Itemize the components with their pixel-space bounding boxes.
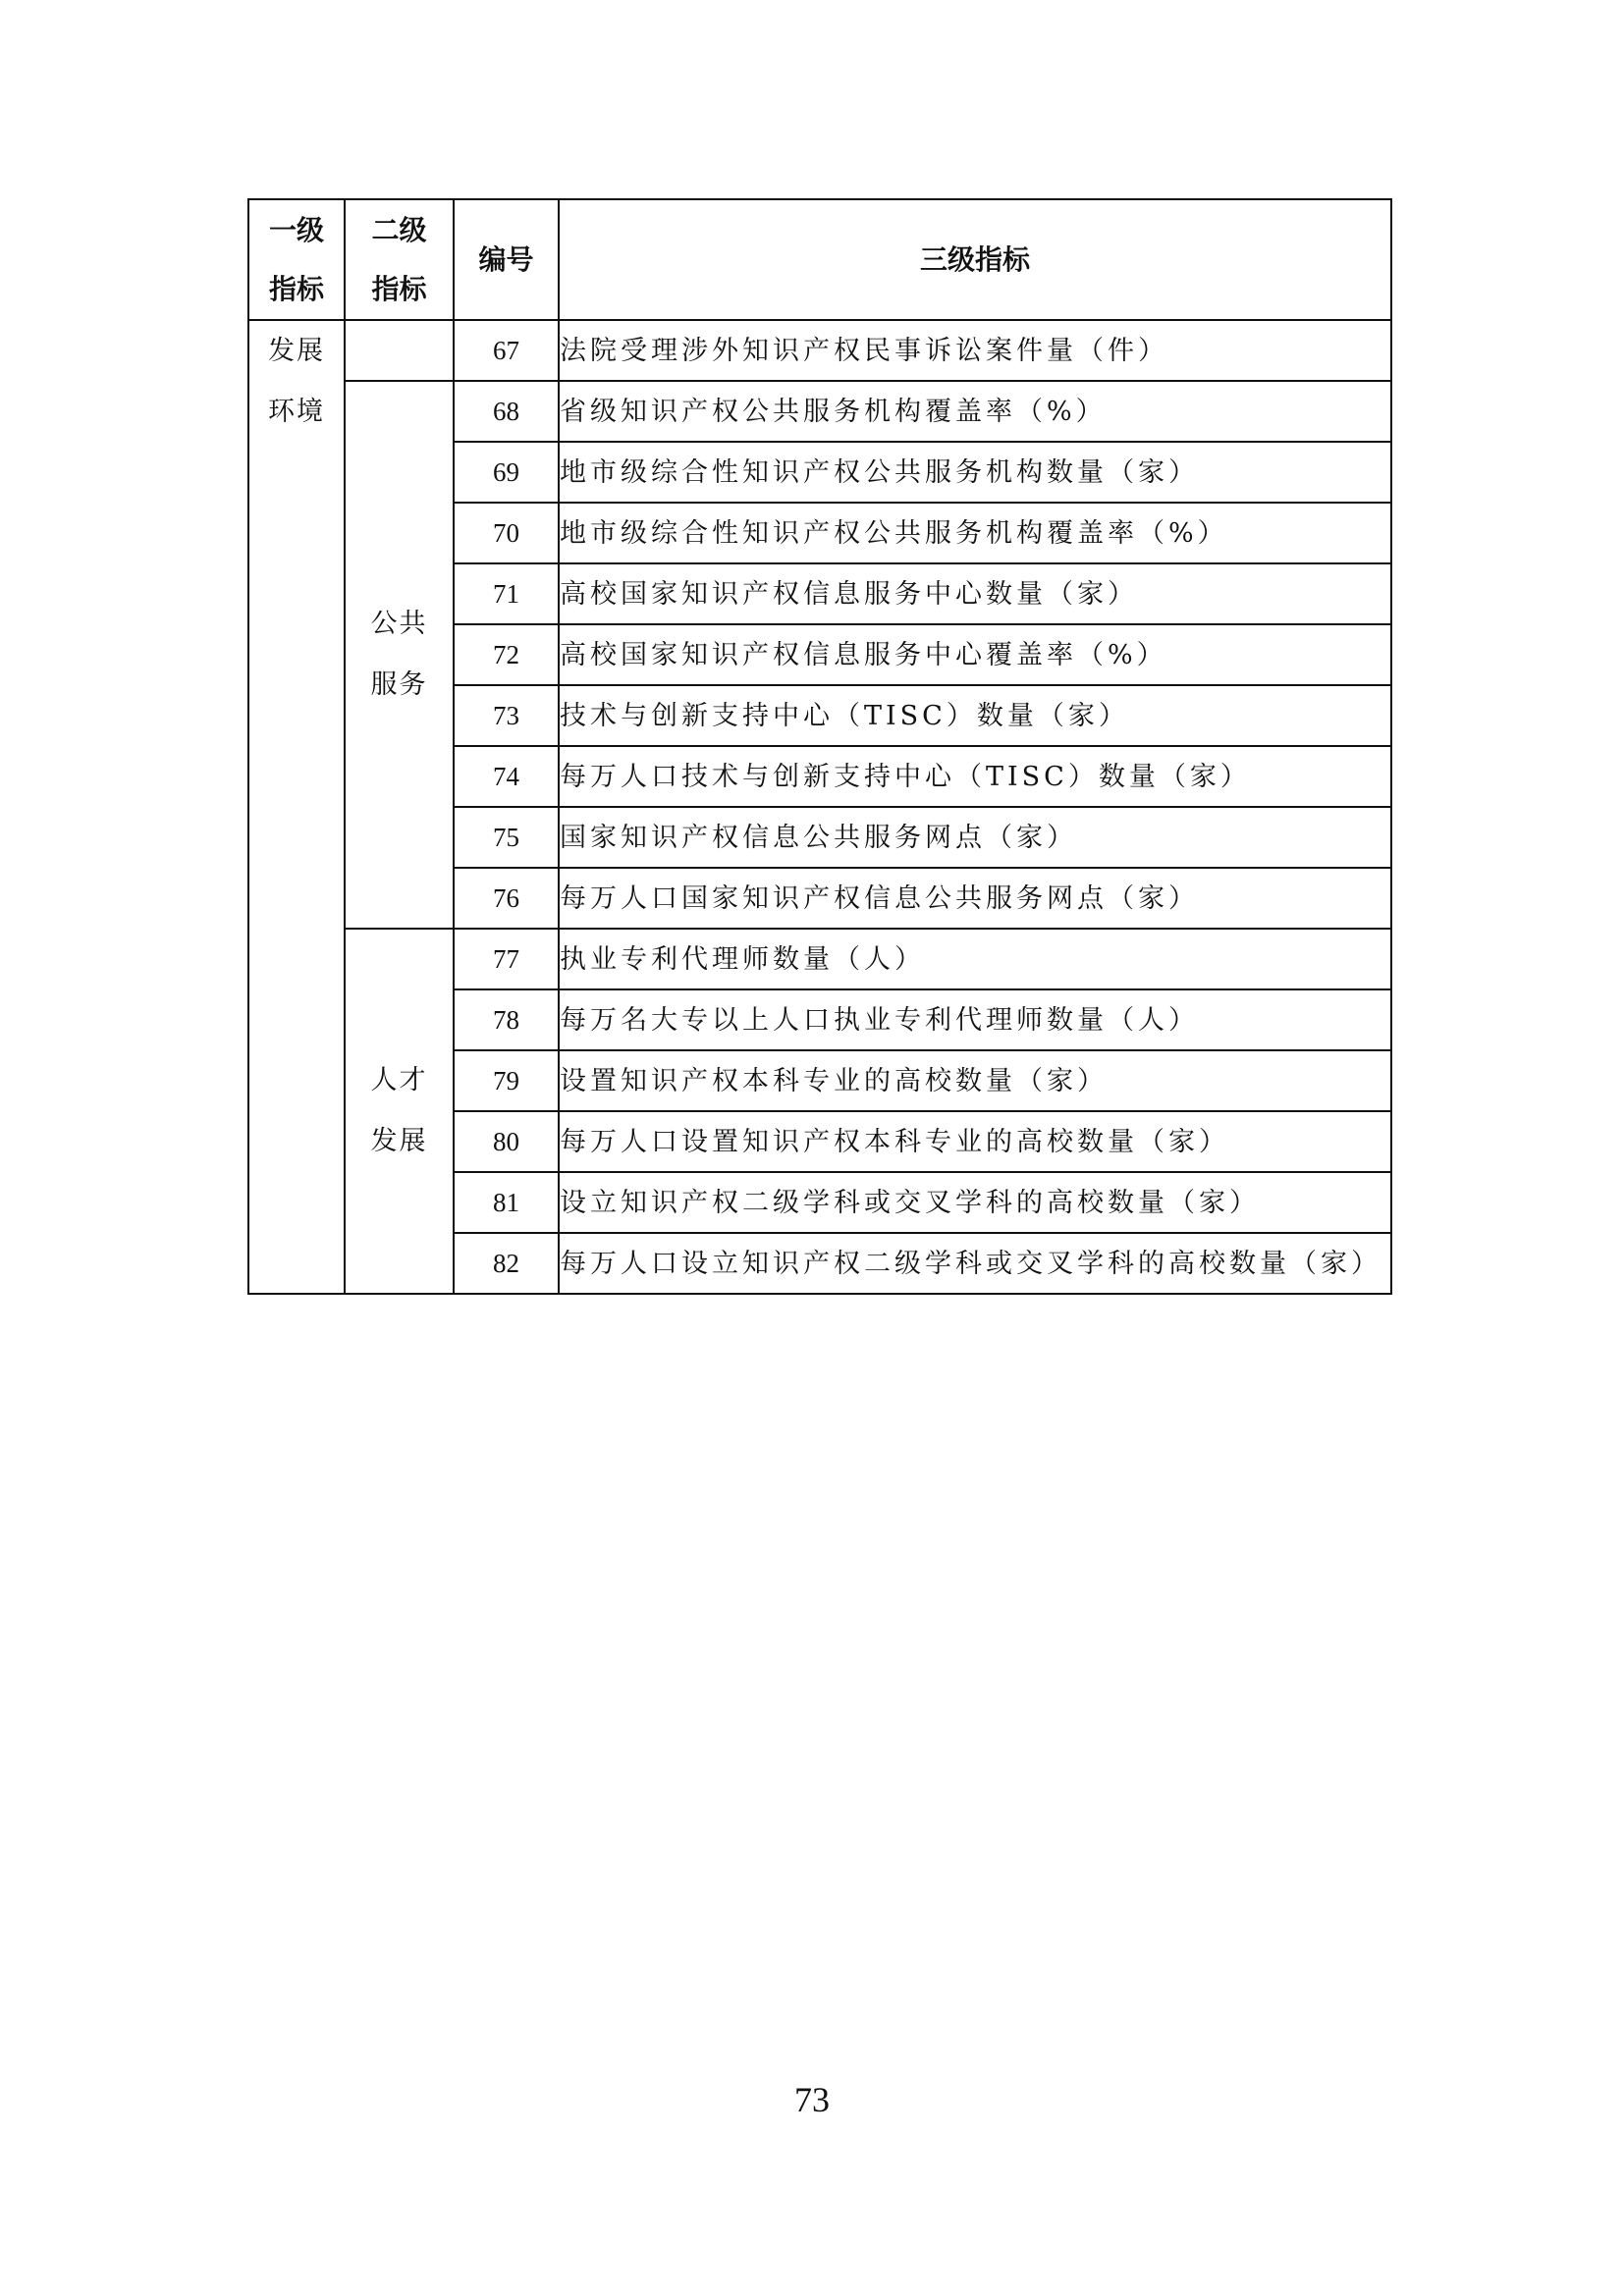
level2-line1: 公共 xyxy=(370,609,428,639)
row-number: 72 xyxy=(454,624,559,685)
row-indicator: 设立知识产权二级学科或交叉学科的高校数量（家） xyxy=(559,1172,1391,1233)
row-indicator: 每万人口技术与创新支持中心（TISC）数量（家） xyxy=(559,746,1391,807)
level2-line2: 发展 xyxy=(370,1126,428,1156)
header-level1 xyxy=(248,199,345,320)
header-level3: 三级指标 xyxy=(559,199,1391,320)
header-level2 xyxy=(345,199,454,320)
page-number: 73 xyxy=(794,2080,830,2119)
row-number: 67 xyxy=(454,320,559,381)
row-number: 73 xyxy=(454,685,559,746)
row-number: 81 xyxy=(454,1172,559,1233)
row-number: 68 xyxy=(454,381,559,442)
header-level2-line2: 指标 xyxy=(371,272,427,305)
row-indicator: 高校国家知识产权信息服务中心数量（家） xyxy=(559,563,1391,624)
table-header-row xyxy=(248,199,1391,320)
row-number: 80 xyxy=(454,1111,559,1172)
row-number: 79 xyxy=(454,1050,559,1111)
header-level2-line1: 二级 xyxy=(371,213,427,246)
row-number: 70 xyxy=(454,503,559,563)
row-indicator: 地市级综合性知识产权公共服务机构数量（家） xyxy=(559,442,1391,503)
header-level1-line1: 一级 xyxy=(268,213,324,246)
header-number: 编号 xyxy=(454,199,559,320)
row-indicator: 执业专利代理师数量（人） xyxy=(559,929,1391,989)
row-indicator: 每万人口设立知识产权二级学科或交叉学科的高校数量（家） xyxy=(559,1233,1391,1294)
table-row xyxy=(248,929,1391,989)
row-indicator: 设置知识产权本科专业的高校数量（家） xyxy=(559,1050,1391,1111)
row-number: 75 xyxy=(454,807,559,868)
level2-cell-public-service xyxy=(345,381,454,929)
level1-line1: 发展 xyxy=(268,336,325,366)
level2-cell-talent-development xyxy=(345,929,454,1294)
row-indicator: 地市级综合性知识产权公共服务机构覆盖率（%） xyxy=(559,503,1391,563)
row-indicator: 高校国家知识产权信息服务中心覆盖率（%） xyxy=(559,624,1391,685)
indicator-table xyxy=(247,198,1392,1295)
row-number: 69 xyxy=(454,442,559,503)
row-indicator: 省级知识产权公共服务机构覆盖率（%） xyxy=(559,381,1391,442)
row-indicator: 每万人口国家知识产权信息公共服务网点（家） xyxy=(559,868,1391,929)
row-number: 82 xyxy=(454,1233,559,1294)
row-indicator: 每万名大专以上人口执业专利代理师数量（人） xyxy=(559,989,1391,1050)
level1-cell xyxy=(248,320,345,1294)
table-row xyxy=(248,320,1391,381)
row-indicator: 技术与创新支持中心（TISC）数量（家） xyxy=(559,685,1391,746)
row-number: 76 xyxy=(454,868,559,929)
row-indicator: 法院受理涉外知识产权民事诉讼案件量（件） xyxy=(559,320,1391,381)
row-number: 74 xyxy=(454,746,559,807)
level1-line2: 环境 xyxy=(268,397,325,427)
row-number: 78 xyxy=(454,989,559,1050)
header-level1-line2: 指标 xyxy=(268,272,324,305)
level2-empty-cell xyxy=(345,320,454,381)
row-indicator: 国家知识产权信息公共服务网点（家） xyxy=(559,807,1391,868)
row-number: 77 xyxy=(454,929,559,989)
level2-line2: 服务 xyxy=(370,669,428,700)
row-number: 71 xyxy=(454,563,559,624)
row-indicator: 每万人口设置知识产权本科专业的高校数量（家） xyxy=(559,1111,1391,1172)
level2-line1: 人才 xyxy=(370,1065,428,1095)
table-row xyxy=(248,381,1391,442)
